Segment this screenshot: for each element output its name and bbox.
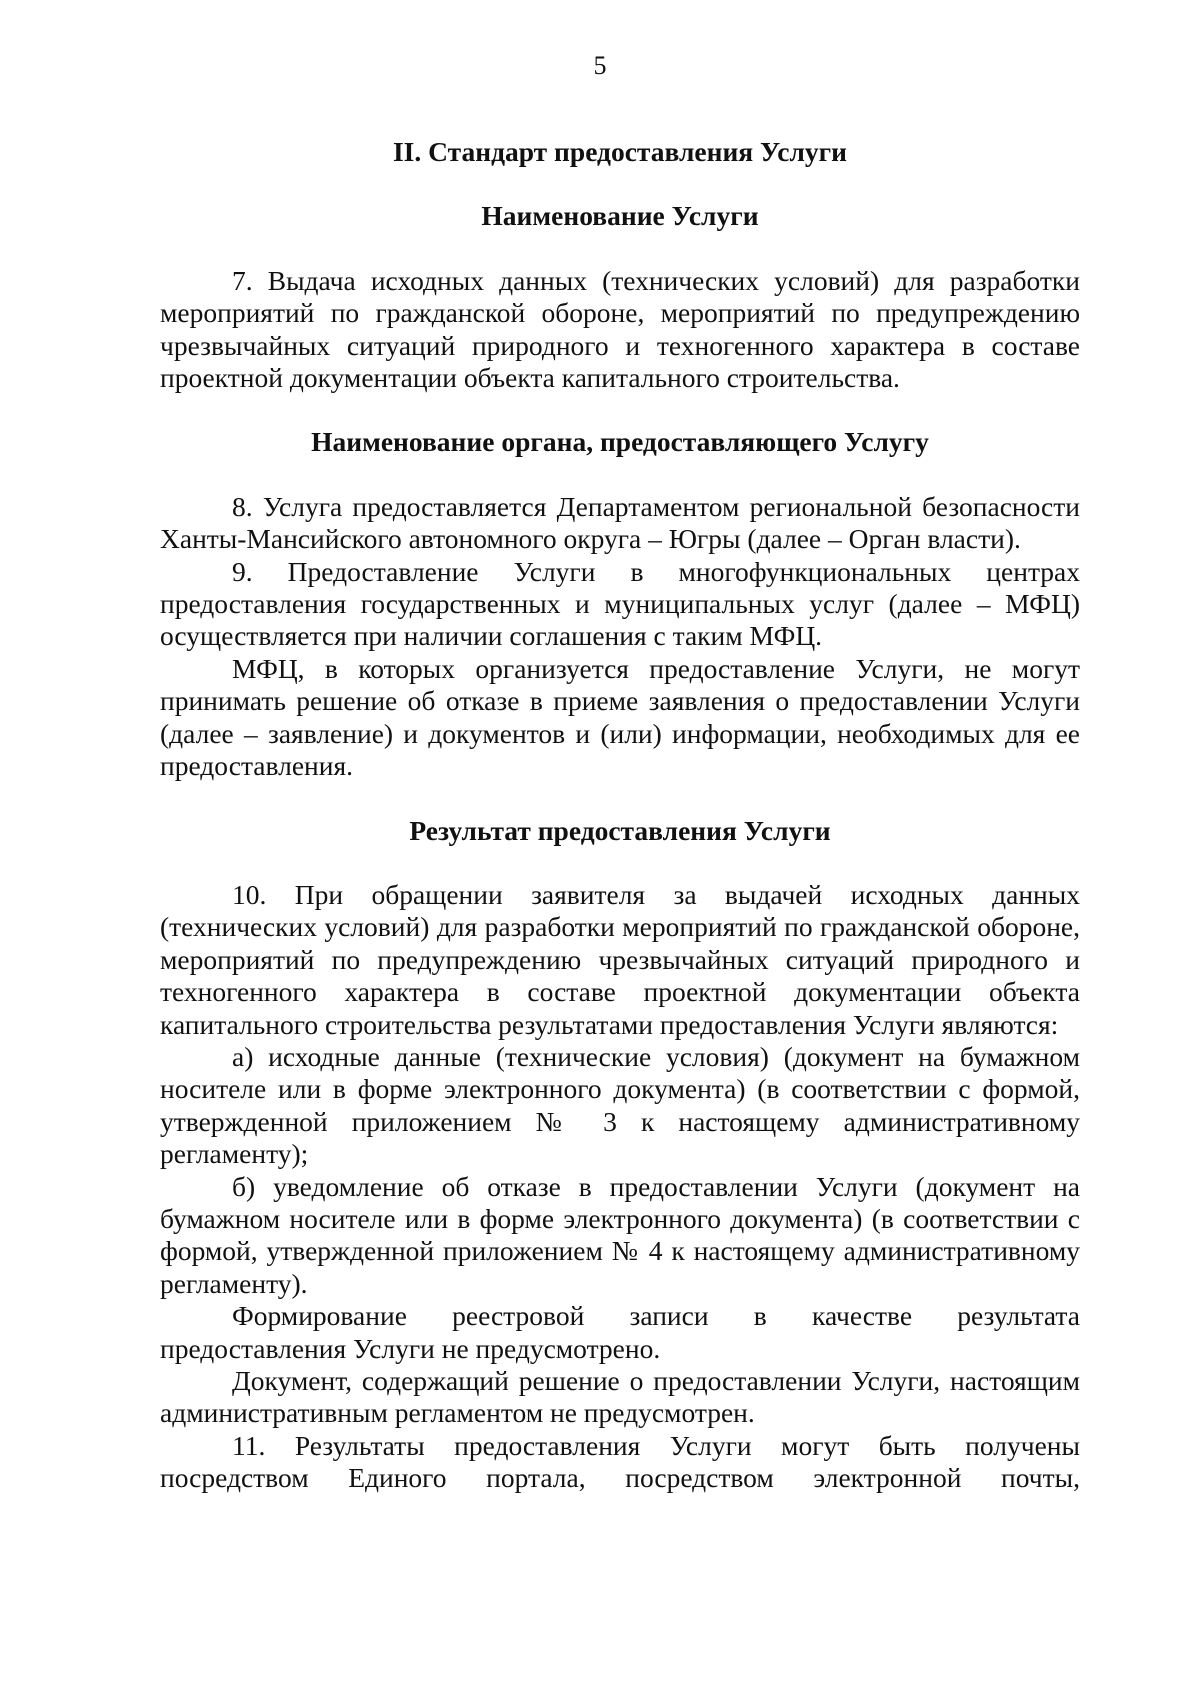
paragraph-decision-document: Документ, содержащий решение о предоставлении Услуги, настоящим административным регламентом не предусмотрен. — [160, 1365, 1080, 1429]
page-number: 5 — [593, 51, 607, 80]
paragraph-10a: а) исходные данные (технические условия) (документ на бумажном носителе или в форме электронного документа) (в соответствии с формой, утвержденной приложением № 3 к настоящему административному регламенту); — [160, 1040, 1080, 1170]
heading-service-name: Наименование Услуги — [481, 200, 759, 232]
paragraph-8: 8. Услуга предоставляется Департаментом региональной безопасности Ханты-Мансийского автономного округа – Югры (далее – Орган власти). — [160, 490, 1080, 555]
paragraph-registry: Формирование реестровой записи в качестве результата предоставления Услуги не предусмотрено. — [160, 1300, 1080, 1364]
section-title: II. Стандарт предоставления Услуги — [392, 136, 847, 167]
paragraph-10: 10. При обращении заявителя за выдачей исходных данных (технических условий) для разработки мероприятий по гражданской обороне, мероприятий по предупреждению чрезвычайных ситуаций природного и техногенного характера в составе проектной документации объекта капитального строительства результатами предоставления Услуги являются: — [160, 878, 1080, 1040]
paragraph-mfc: МФЦ, в которых организуется предоставление Услуги, не могут принимать решение об отказе в приеме заявления о предоставлении Услуги (далее – заявление) и документов и (или) информации, необходимых для ее предоставления. — [160, 652, 1080, 782]
paragraph-10b: б) уведомление об отказе в предоставлении Услуги (документ на бумажном носителе или в форме электронного документа) (в соответствии с формой, утвержденной приложением № 4 к настоящему административному регламенту). — [160, 1170, 1080, 1299]
paragraph-11: 11. Результаты предоставления Услуги могут быть получены посредством Единого портала, посредством электронной почты, — [160, 1429, 1080, 1494]
paragraph-9: 9. Предоставление Услуги в многофункциональных центрах предоставления государственных и муниципальных услуг (далее – МФЦ) осуществляется при наличии соглашения с таким МФЦ. — [160, 555, 1080, 652]
paragraph-7: 7. Выдача исходных данных (технических условий) для разработки мероприятий по гражданской обороне, мероприятий по предупреждению чрезвычайных ситуаций природного и техногенного характера в составе проектной документации объекта капитального строительства. — [160, 264, 1080, 394]
heading-authority: Наименование органа, предоставляющего Услугу — [311, 426, 929, 458]
heading-result: Результат предоставления Услуги — [409, 814, 831, 846]
document-body — [160, 136, 1080, 1495]
